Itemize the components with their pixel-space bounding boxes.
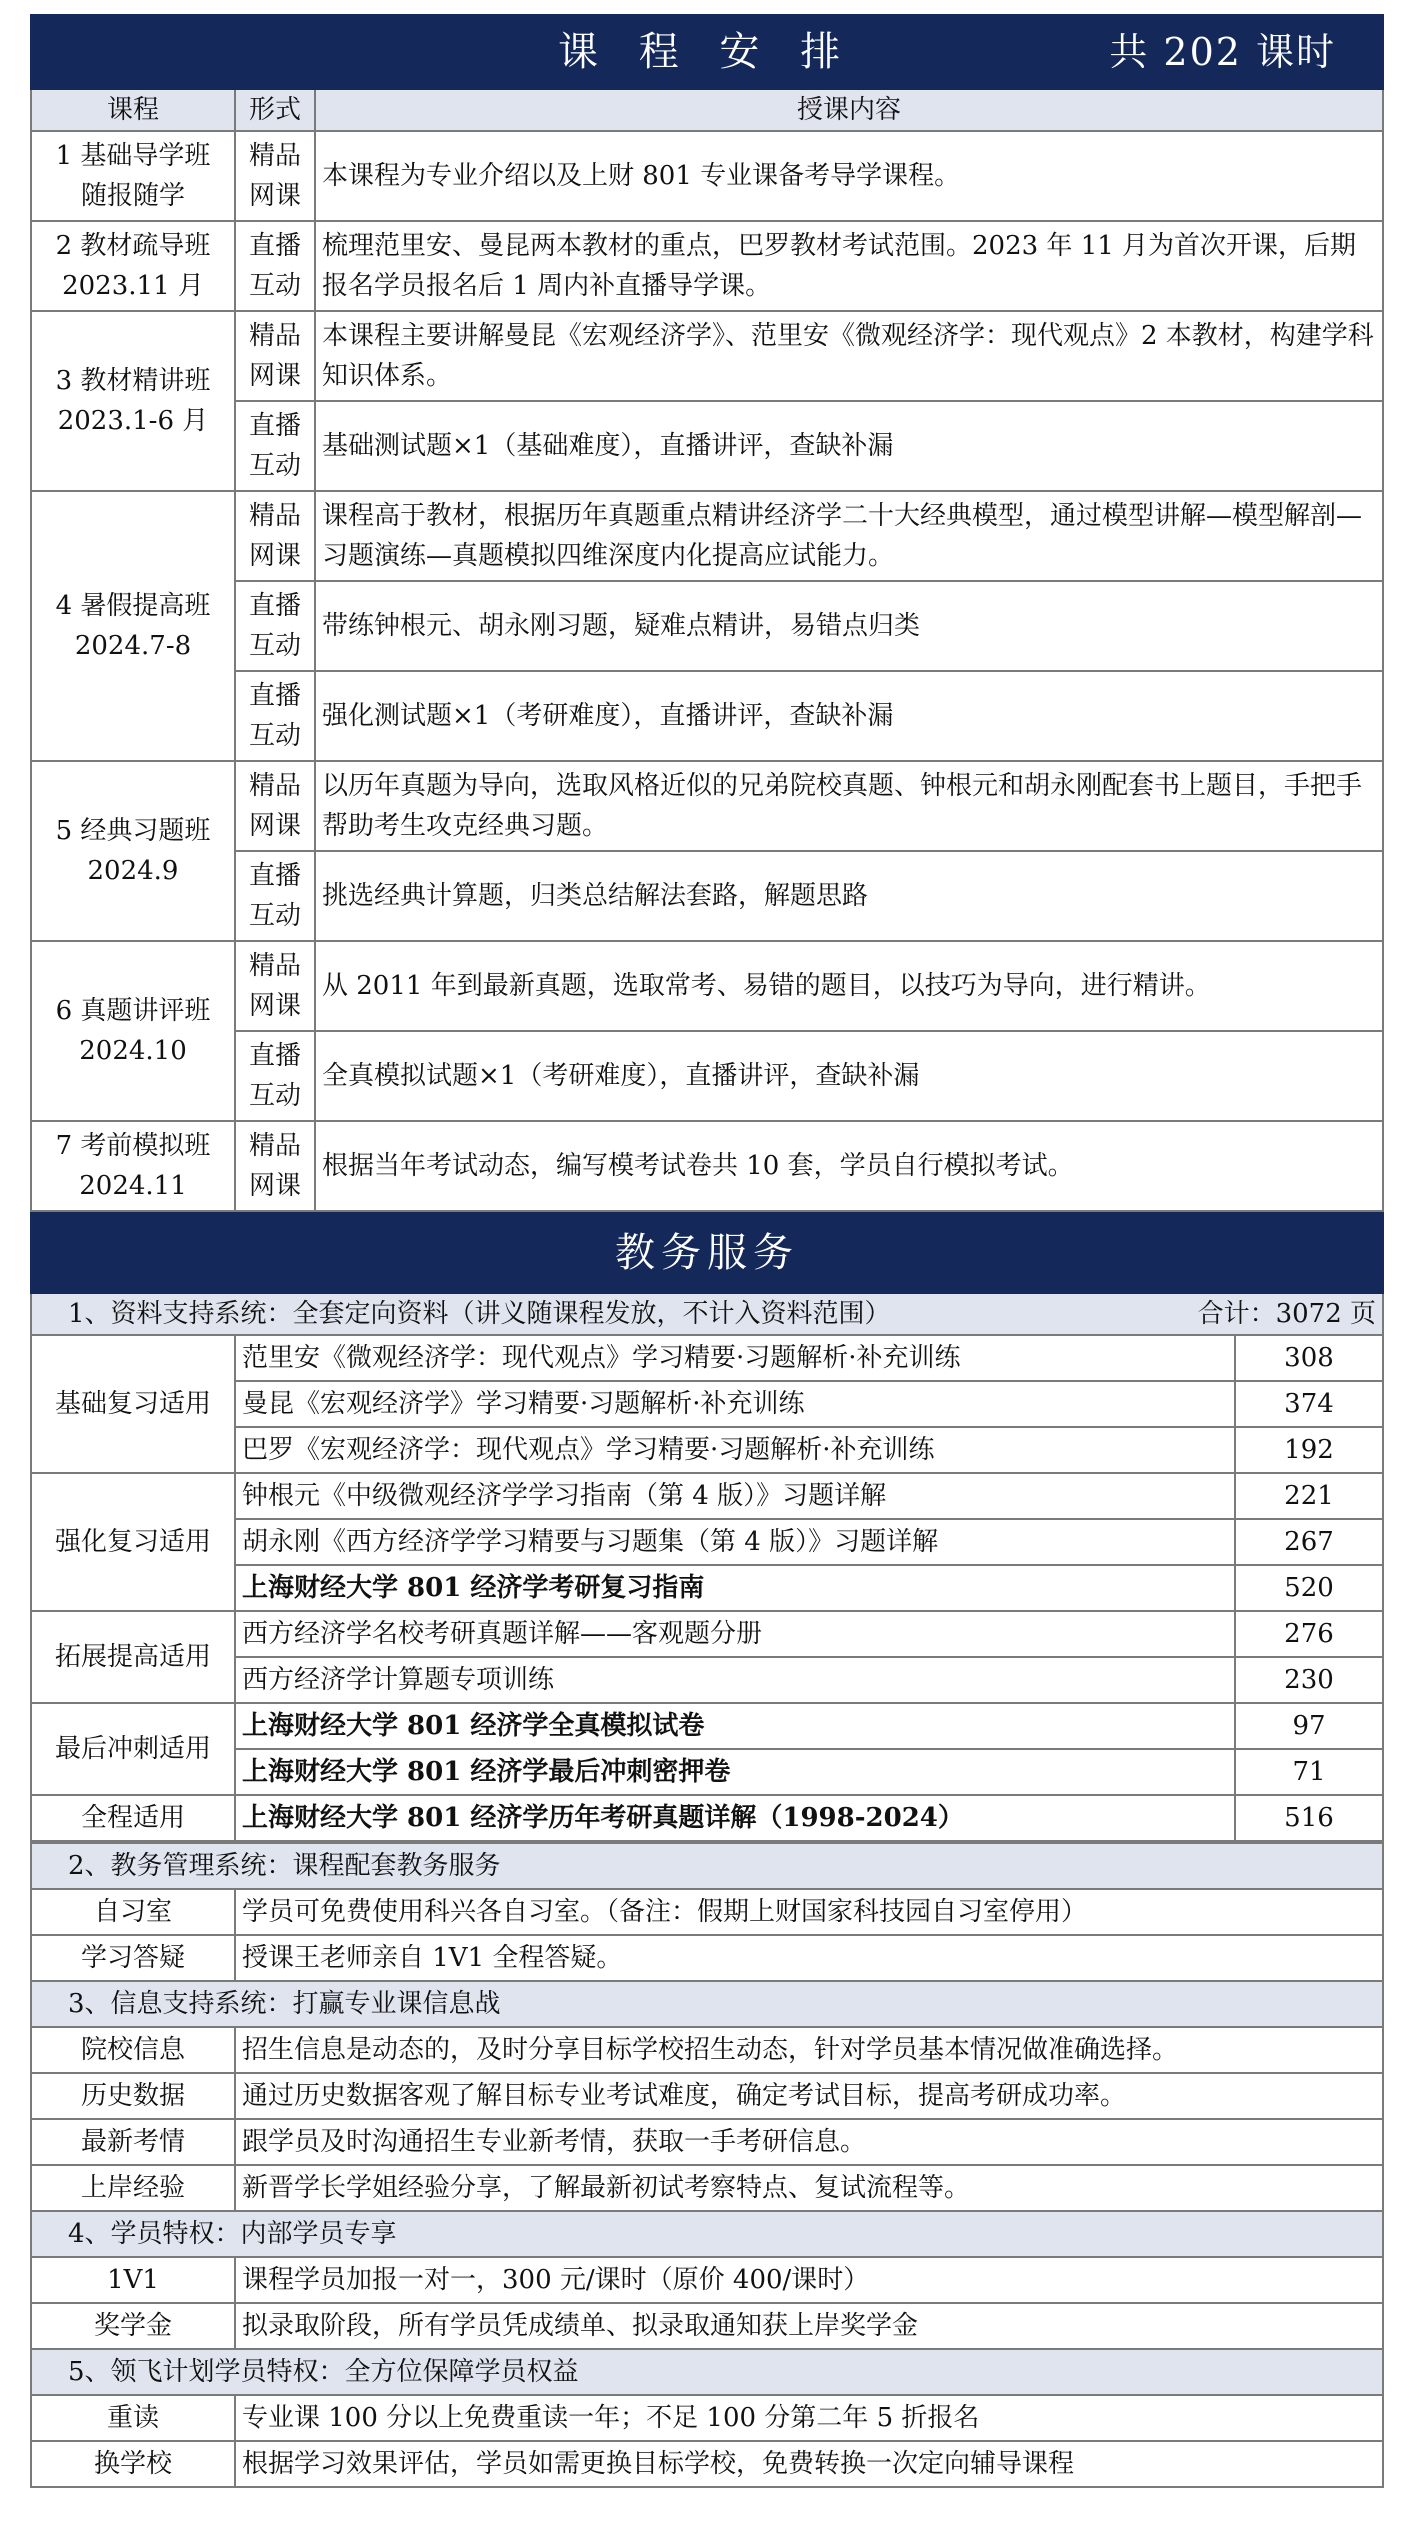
course-form: 直播 互动 xyxy=(235,851,315,941)
course-form: 精品 网课 xyxy=(235,761,315,851)
materials-total: 合计：3072 页 xyxy=(1197,1299,1376,1329)
service-label: 1V1 xyxy=(31,2257,235,2303)
section-heading: 3、信息支持系统：打赢专业课信息战 xyxy=(68,1989,501,2019)
service-text: 授课王老师亲自 1V1 全程答疑。 xyxy=(235,1935,1383,1981)
service-row xyxy=(31,2303,1383,2349)
material-pages: 97 xyxy=(1235,1703,1383,1749)
course-content: 课程高于教材，根据历年真题重点精讲经济学二十大经典模型，通过模型讲解—模型解剖—习题演练—真题模拟四维深度内化提高应试能力。 xyxy=(315,491,1383,581)
service-label: 上岸经验 xyxy=(31,2165,235,2211)
material-pages: 516 xyxy=(1235,1795,1383,1841)
service-text: 跟学员及时沟通招生专业新考情，获取一手考研信息。 xyxy=(235,2119,1383,2165)
material-row xyxy=(31,1335,1383,1381)
service-label: 自习室 xyxy=(31,1889,235,1935)
material-name: 胡永刚《西方经济学学习精要与习题集（第 4 版）》习题详解 xyxy=(235,1519,1235,1565)
course-document xyxy=(30,14,1382,2488)
course-row xyxy=(31,311,1383,401)
header-content: 授课内容 xyxy=(315,89,1383,131)
service-label: 历史数据 xyxy=(31,2073,235,2119)
services-title-row xyxy=(31,1213,1383,1293)
service-label: 最新考情 xyxy=(31,2119,235,2165)
section-heading: 2、教务管理系统：课程配套教务服务 xyxy=(68,1851,501,1881)
course-content: 带练钟根元、胡永刚习题，疑难点精讲，易错点归类 xyxy=(315,581,1383,671)
course-content: 本课程为专业介绍以及上财 801 专业课备考导学课程。 xyxy=(315,131,1383,221)
course-content: 梳理范里安、曼昆两本教材的重点，巴罗教材考试范围。2023 年 11 月为首次开课，后期报名学员报名后 1 周内补直播导学课。 xyxy=(315,221,1383,311)
schedule-header-row xyxy=(31,89,1383,131)
material-pages: 520 xyxy=(1235,1565,1383,1611)
service-label: 重读 xyxy=(31,2395,235,2441)
course-name: 7 考前模拟班 2024.11 xyxy=(31,1121,235,1211)
course-content: 从 2011 年到最新真题，选取常考、易错的题目，以技巧为导向，进行精讲。 xyxy=(315,941,1383,1031)
service-row xyxy=(31,2165,1383,2211)
service-label: 院校信息 xyxy=(31,2027,235,2073)
material-pages: 276 xyxy=(1235,1611,1383,1657)
material-name: 巴罗《宏观经济学：现代观点》学习精要·习题解析·补充训练 xyxy=(235,1427,1235,1473)
service-row xyxy=(31,2073,1383,2119)
section-heading-row xyxy=(31,1843,1383,1889)
service-text: 学员可免费使用科兴各自习室。（备注：假期上财国家科技园自习室停用） xyxy=(235,1889,1383,1935)
service-text: 通过历史数据客观了解目标专业考试难度，确定考试目标，提高考研成功率。 xyxy=(235,2073,1383,2119)
course-form: 精品 网课 xyxy=(235,1121,315,1211)
services-table xyxy=(30,1212,1384,1842)
service-row xyxy=(31,2027,1383,2073)
material-row xyxy=(31,1795,1383,1841)
material-pages: 267 xyxy=(1235,1519,1383,1565)
course-name: 4 暑假提高班 2024.7-8 xyxy=(31,491,235,761)
course-form: 直播 互动 xyxy=(235,401,315,491)
course-form: 精品 网课 xyxy=(235,491,315,581)
course-name: 6 真题讲评班 2024.10 xyxy=(31,941,235,1121)
course-form: 精品 网课 xyxy=(235,131,315,221)
material-pages: 230 xyxy=(1235,1657,1383,1703)
course-content: 基础测试题×1（基础难度），直播讲评，查缺补漏 xyxy=(315,401,1383,491)
materials-heading-row xyxy=(31,1293,1383,1335)
service-row xyxy=(31,2257,1383,2303)
material-pages: 374 xyxy=(1235,1381,1383,1427)
course-row xyxy=(31,491,1383,581)
service-label: 学习答疑 xyxy=(31,1935,235,1981)
service-row xyxy=(31,1935,1383,1981)
course-content: 根据当年考试动态，编写模考试卷共 10 套，学员自行模拟考试。 xyxy=(315,1121,1383,1211)
service-text: 课程学员加报一对一，300 元/课时（原价 400/课时） xyxy=(235,2257,1383,2303)
schedule-title: 课 程 安 排 xyxy=(558,29,855,75)
material-pages: 192 xyxy=(1235,1427,1383,1473)
header-course: 课程 xyxy=(31,89,235,131)
materials-heading: 1、资料支持系统：全套定向资料（讲义随课程发放，不计入资料范围） xyxy=(68,1299,891,1329)
header-form: 形式 xyxy=(235,89,315,131)
total-hours: 共 202 课时 xyxy=(1109,30,1337,74)
service-text: 根据学习效果评估，学员如需更换目标学校，免费转换一次定向辅导课程 xyxy=(235,2441,1383,2487)
material-name: 钟根元《中级微观经济学学习指南（第 4 版）》习题详解 xyxy=(235,1473,1235,1519)
course-name: 5 经典习题班 2024.9 xyxy=(31,761,235,941)
material-name: 上海财经大学 801 经济学全真模拟试卷 xyxy=(235,1703,1235,1749)
service-row xyxy=(31,2395,1383,2441)
material-group-label: 最后冲刺适用 xyxy=(31,1703,235,1795)
section-heading-row xyxy=(31,2349,1383,2395)
material-name: 上海财经大学 801 经济学考研复习指南 xyxy=(235,1565,1235,1611)
course-content: 本课程主要讲解曼昆《宏观经济学》、范里安《微观经济学：现代观点》2 本教材，构建学科知识体系。 xyxy=(315,311,1383,401)
service-text: 拟录取阶段，所有学员凭成绩单、拟录取通知获上岸奖学金 xyxy=(235,2303,1383,2349)
material-name: 曼昆《宏观经济学》学习精要·习题解析·补充训练 xyxy=(235,1381,1235,1427)
material-pages: 308 xyxy=(1235,1335,1383,1381)
course-row xyxy=(31,221,1383,311)
service-row xyxy=(31,2441,1383,2487)
course-form: 直播 互动 xyxy=(235,221,315,311)
course-row xyxy=(31,1121,1383,1211)
material-name: 西方经济学计算题专项训练 xyxy=(235,1657,1235,1703)
course-form: 精品 网课 xyxy=(235,941,315,1031)
course-name: 2 教材疏导班 2023.11 月 xyxy=(31,221,235,311)
section-heading: 5、领飞计划学员特权：全方位保障学员权益 xyxy=(68,2357,579,2387)
section-heading-row xyxy=(31,2211,1383,2257)
material-name: 西方经济学名校考研真题详解——客观题分册 xyxy=(235,1611,1235,1657)
course-row xyxy=(31,941,1383,1031)
course-content: 强化测试题×1（考研难度），直播讲评，查缺补漏 xyxy=(315,671,1383,761)
service-text: 招生信息是动态的，及时分享目标学校招生动态，针对学员基本情况做准确选择。 xyxy=(235,2027,1383,2073)
course-name: 1 基础导学班 随报随学 xyxy=(31,131,235,221)
schedule-table xyxy=(30,14,1384,1212)
course-content: 挑选经典计算题，归类总结解法套路，解题思路 xyxy=(315,851,1383,941)
service-row xyxy=(31,2119,1383,2165)
material-pages: 71 xyxy=(1235,1749,1383,1795)
service-sections-table xyxy=(30,1842,1384,2488)
material-row xyxy=(31,1611,1383,1657)
material-name: 上海财经大学 801 经济学最后冲刺密押卷 xyxy=(235,1749,1235,1795)
section-heading: 4、学员特权：内部学员专享 xyxy=(68,2219,397,2249)
service-text: 专业课 100 分以上免费重读一年；不足 100 分第二年 5 折报名 xyxy=(235,2395,1383,2441)
material-group-label: 强化复习适用 xyxy=(31,1473,235,1611)
section-heading-row xyxy=(31,1981,1383,2027)
material-name: 上海财经大学 801 经济学历年考研真题详解（1998-2024） xyxy=(235,1795,1235,1841)
material-group-label: 全程适用 xyxy=(31,1795,235,1841)
course-form: 直播 互动 xyxy=(235,671,315,761)
services-title: 教务服务 xyxy=(31,1213,1383,1293)
material-row xyxy=(31,1473,1383,1519)
course-content: 全真模拟试题×1（考研难度），直播讲评，查缺补漏 xyxy=(315,1031,1383,1121)
material-group-label: 拓展提高适用 xyxy=(31,1611,235,1703)
course-form: 直播 互动 xyxy=(235,581,315,671)
course-content: 以历年真题为导向，选取风格近似的兄弟院校真题、钟根元和胡永刚配套书上题目，手把手帮助考生攻克经典习题。 xyxy=(315,761,1383,851)
course-form: 精品 网课 xyxy=(235,311,315,401)
course-row xyxy=(31,761,1383,851)
material-row xyxy=(31,1703,1383,1749)
course-form: 直播 互动 xyxy=(235,1031,315,1121)
service-text: 新晋学长学姐经验分享，了解最新初试考察特点、复试流程等。 xyxy=(235,2165,1383,2211)
material-name: 范里安《微观经济学：现代观点》学习精要·习题解析·补充训练 xyxy=(235,1335,1235,1381)
service-label: 奖学金 xyxy=(31,2303,235,2349)
service-row xyxy=(31,1889,1383,1935)
course-name: 3 教材精讲班 2023.1-6 月 xyxy=(31,311,235,491)
material-pages: 221 xyxy=(1235,1473,1383,1519)
material-group-label: 基础复习适用 xyxy=(31,1335,235,1473)
course-row xyxy=(31,131,1383,221)
schedule-title-row xyxy=(31,15,1383,89)
service-label: 换学校 xyxy=(31,2441,235,2487)
